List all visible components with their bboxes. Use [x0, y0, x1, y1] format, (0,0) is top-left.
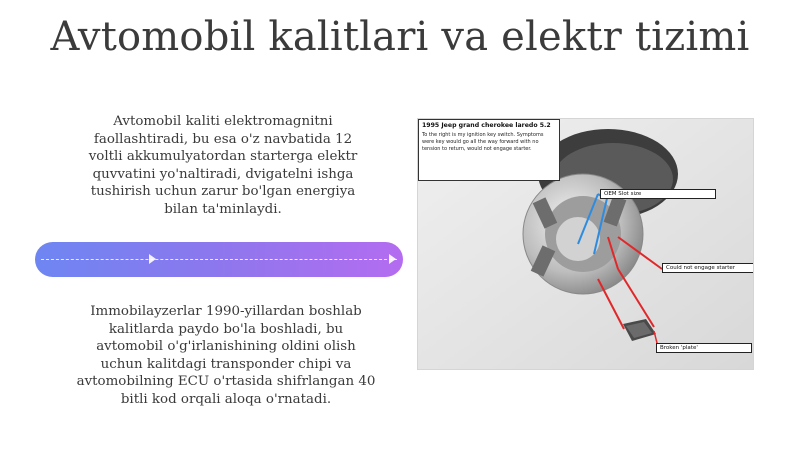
photo-caption-body: To the right is my ignition key switch. Symptoms were key would go all the way forward with no tension to return, would not engage starter. — [422, 132, 544, 152]
label-broken-plate: Broken 'plate' — [656, 343, 752, 353]
photo-caption-title: 1995 Jeep grand cherokee laredo 5.2 — [422, 122, 551, 129]
slide-title: Avtomobil kalitlari va elektr tizimi — [50, 14, 750, 60]
divider-arrow-icon — [389, 254, 396, 264]
paragraph-immobilizer: Immobilayzerlar 1990-yillardan boshlab kalitlarda paydo bo'la boshladi, bu avtomobil o'g'irlanishining oldini olish uchun kalitdagi transponder chipi va avtomobilning ECU o'rtasida shifrlangan 40 bitli kod orqali aloqa o'rnatadi. — [76, 304, 376, 407]
divider-arrow-icon — [149, 254, 156, 264]
decorative-divider-bar — [35, 242, 403, 277]
ignition-switch-photo — [418, 119, 753, 369]
divider-dashed-line — [41, 259, 397, 260]
label-oem-slot-size: OEM Slot size — [600, 189, 716, 199]
paragraph-ignition: Avtomobil kaliti elektromagnitni faollashtiradi, bu esa o'z navbatida 12 voltli akkumulyatordan starterga elektr quvvatini yo'naltiradi, dvigatelni ishga tushirish uchun zarur bo'lgan energiya bilan ta'minlaydi. — [88, 114, 358, 217]
label-could-not-engage: Could not engage starter — [662, 263, 753, 273]
photo-caption-box — [418, 119, 560, 181]
